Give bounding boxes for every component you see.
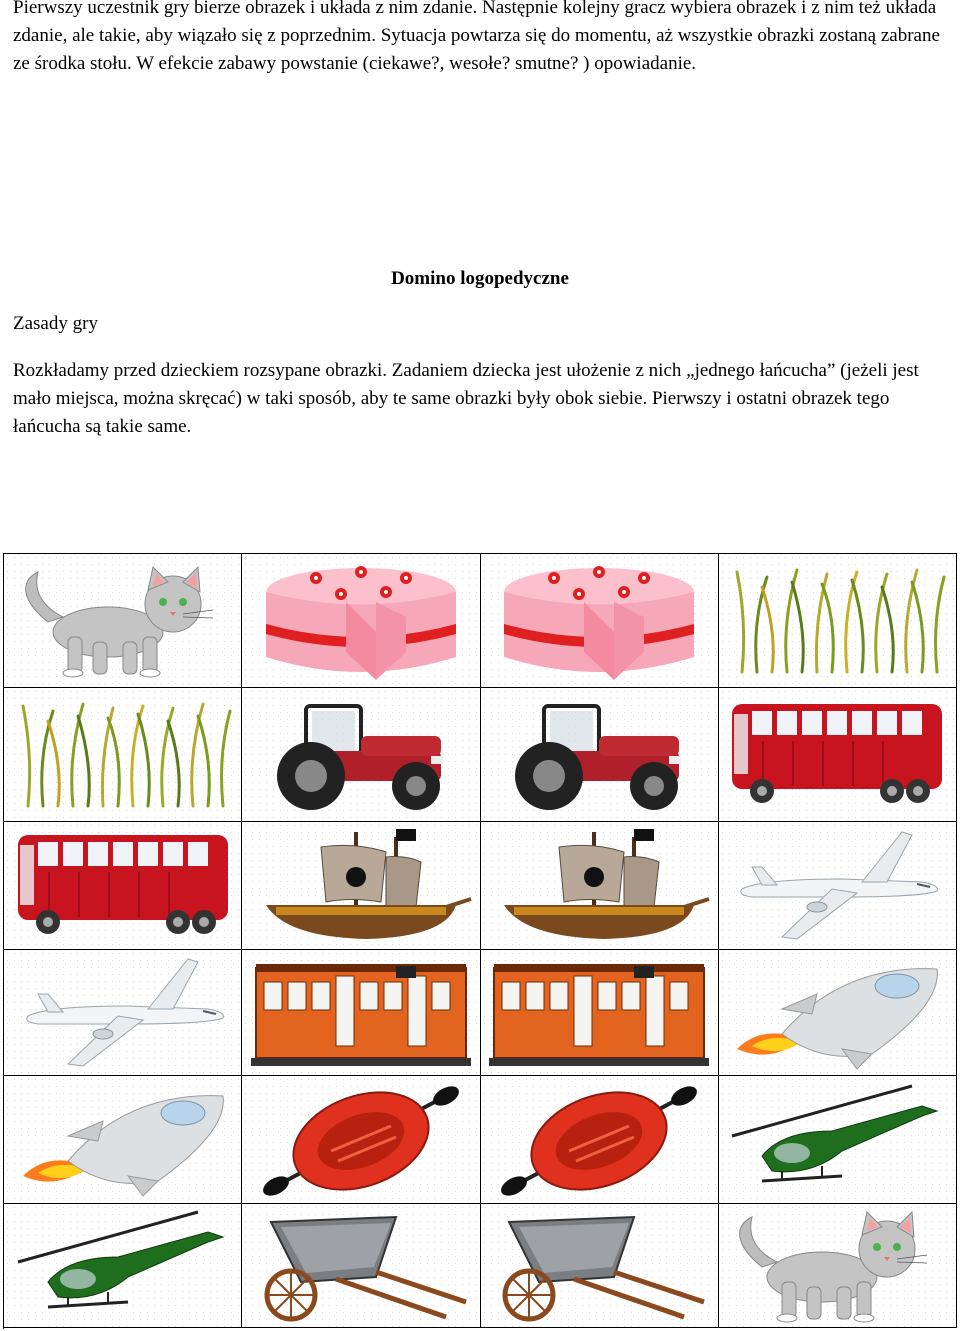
domino-cell [719, 554, 957, 688]
raft-icon [246, 1081, 476, 1199]
grass-icon [8, 696, 238, 814]
domino-cell [242, 1076, 480, 1204]
domino-cell [242, 950, 480, 1076]
domino-cell [4, 1076, 242, 1204]
domino-cell [719, 1204, 957, 1328]
domino-cell [4, 950, 242, 1076]
intro-paragraph: Pierwszy uczestnik gry bierze obrazek i układa z nim zdanie. Następnie kolejny gracz wybiera obrazek i z nim też układa zdanie, ale takie, aby wiązało się z poprzednim. Sytuacja powtarza się do momentu, aż wszystkie obrazki zostaną zabrane ze środka stołu. W efekcie zabawy powstanie (ciekawe?, wesołe? smutne? ) opowiadanie. [13, 0, 940, 74]
domino-cell [4, 822, 242, 950]
domino-cell [719, 822, 957, 950]
grass-icon [722, 562, 952, 680]
page-title: Domino logopedyczne [391, 268, 569, 289]
tram-icon [484, 954, 714, 1072]
wheelbarrow-icon [246, 1207, 476, 1325]
pirate-ship-icon [246, 827, 476, 945]
cake-icon [484, 562, 714, 680]
rules-paragraph: Rozkładamy przed dzieckiem rozsypane obrazki. Zadaniem dziecka jest ułożenie z nich „jednego łańcucha” (jeżeli jest mało miejsca, można skręcać) w taki sposób, aby te same obrazki były obok siebie. Pierwszy i ostatni obrazek tego łańcucha są takie same. [13, 360, 919, 437]
tractor-icon [484, 696, 714, 814]
domino-cell [481, 554, 719, 688]
bus-icon [722, 696, 952, 814]
airplane-icon [8, 954, 238, 1072]
domino-cell [4, 1204, 242, 1328]
airplane-icon [722, 827, 952, 945]
bus-icon [8, 827, 238, 945]
domino-cell [719, 950, 957, 1076]
cake-icon [246, 562, 476, 680]
rocket-icon [722, 954, 952, 1072]
helicopter-icon [8, 1207, 238, 1325]
tractor-icon [246, 696, 476, 814]
domino-cell [242, 1204, 480, 1328]
helicopter-icon [722, 1081, 952, 1199]
tram-icon [246, 954, 476, 1072]
wheelbarrow-icon [484, 1207, 714, 1325]
rules-heading: Zasady gry [13, 313, 98, 334]
domino-cell [481, 1076, 719, 1204]
domino-grid [3, 553, 957, 1329]
domino-cell [481, 688, 719, 822]
domino-cell [4, 688, 242, 822]
domino-cell [242, 554, 480, 688]
cat-icon [722, 1207, 952, 1325]
domino-cell [719, 688, 957, 822]
domino-cell [481, 950, 719, 1076]
domino-cell [481, 822, 719, 950]
domino-cell [481, 1204, 719, 1328]
domino-cell [242, 822, 480, 950]
domino-cell [242, 688, 480, 822]
pirate-ship-icon [484, 827, 714, 945]
raft-icon [484, 1081, 714, 1199]
domino-cell [4, 554, 242, 688]
rocket-icon [8, 1081, 238, 1199]
cat-icon [8, 562, 238, 680]
domino-cell [719, 1076, 957, 1204]
